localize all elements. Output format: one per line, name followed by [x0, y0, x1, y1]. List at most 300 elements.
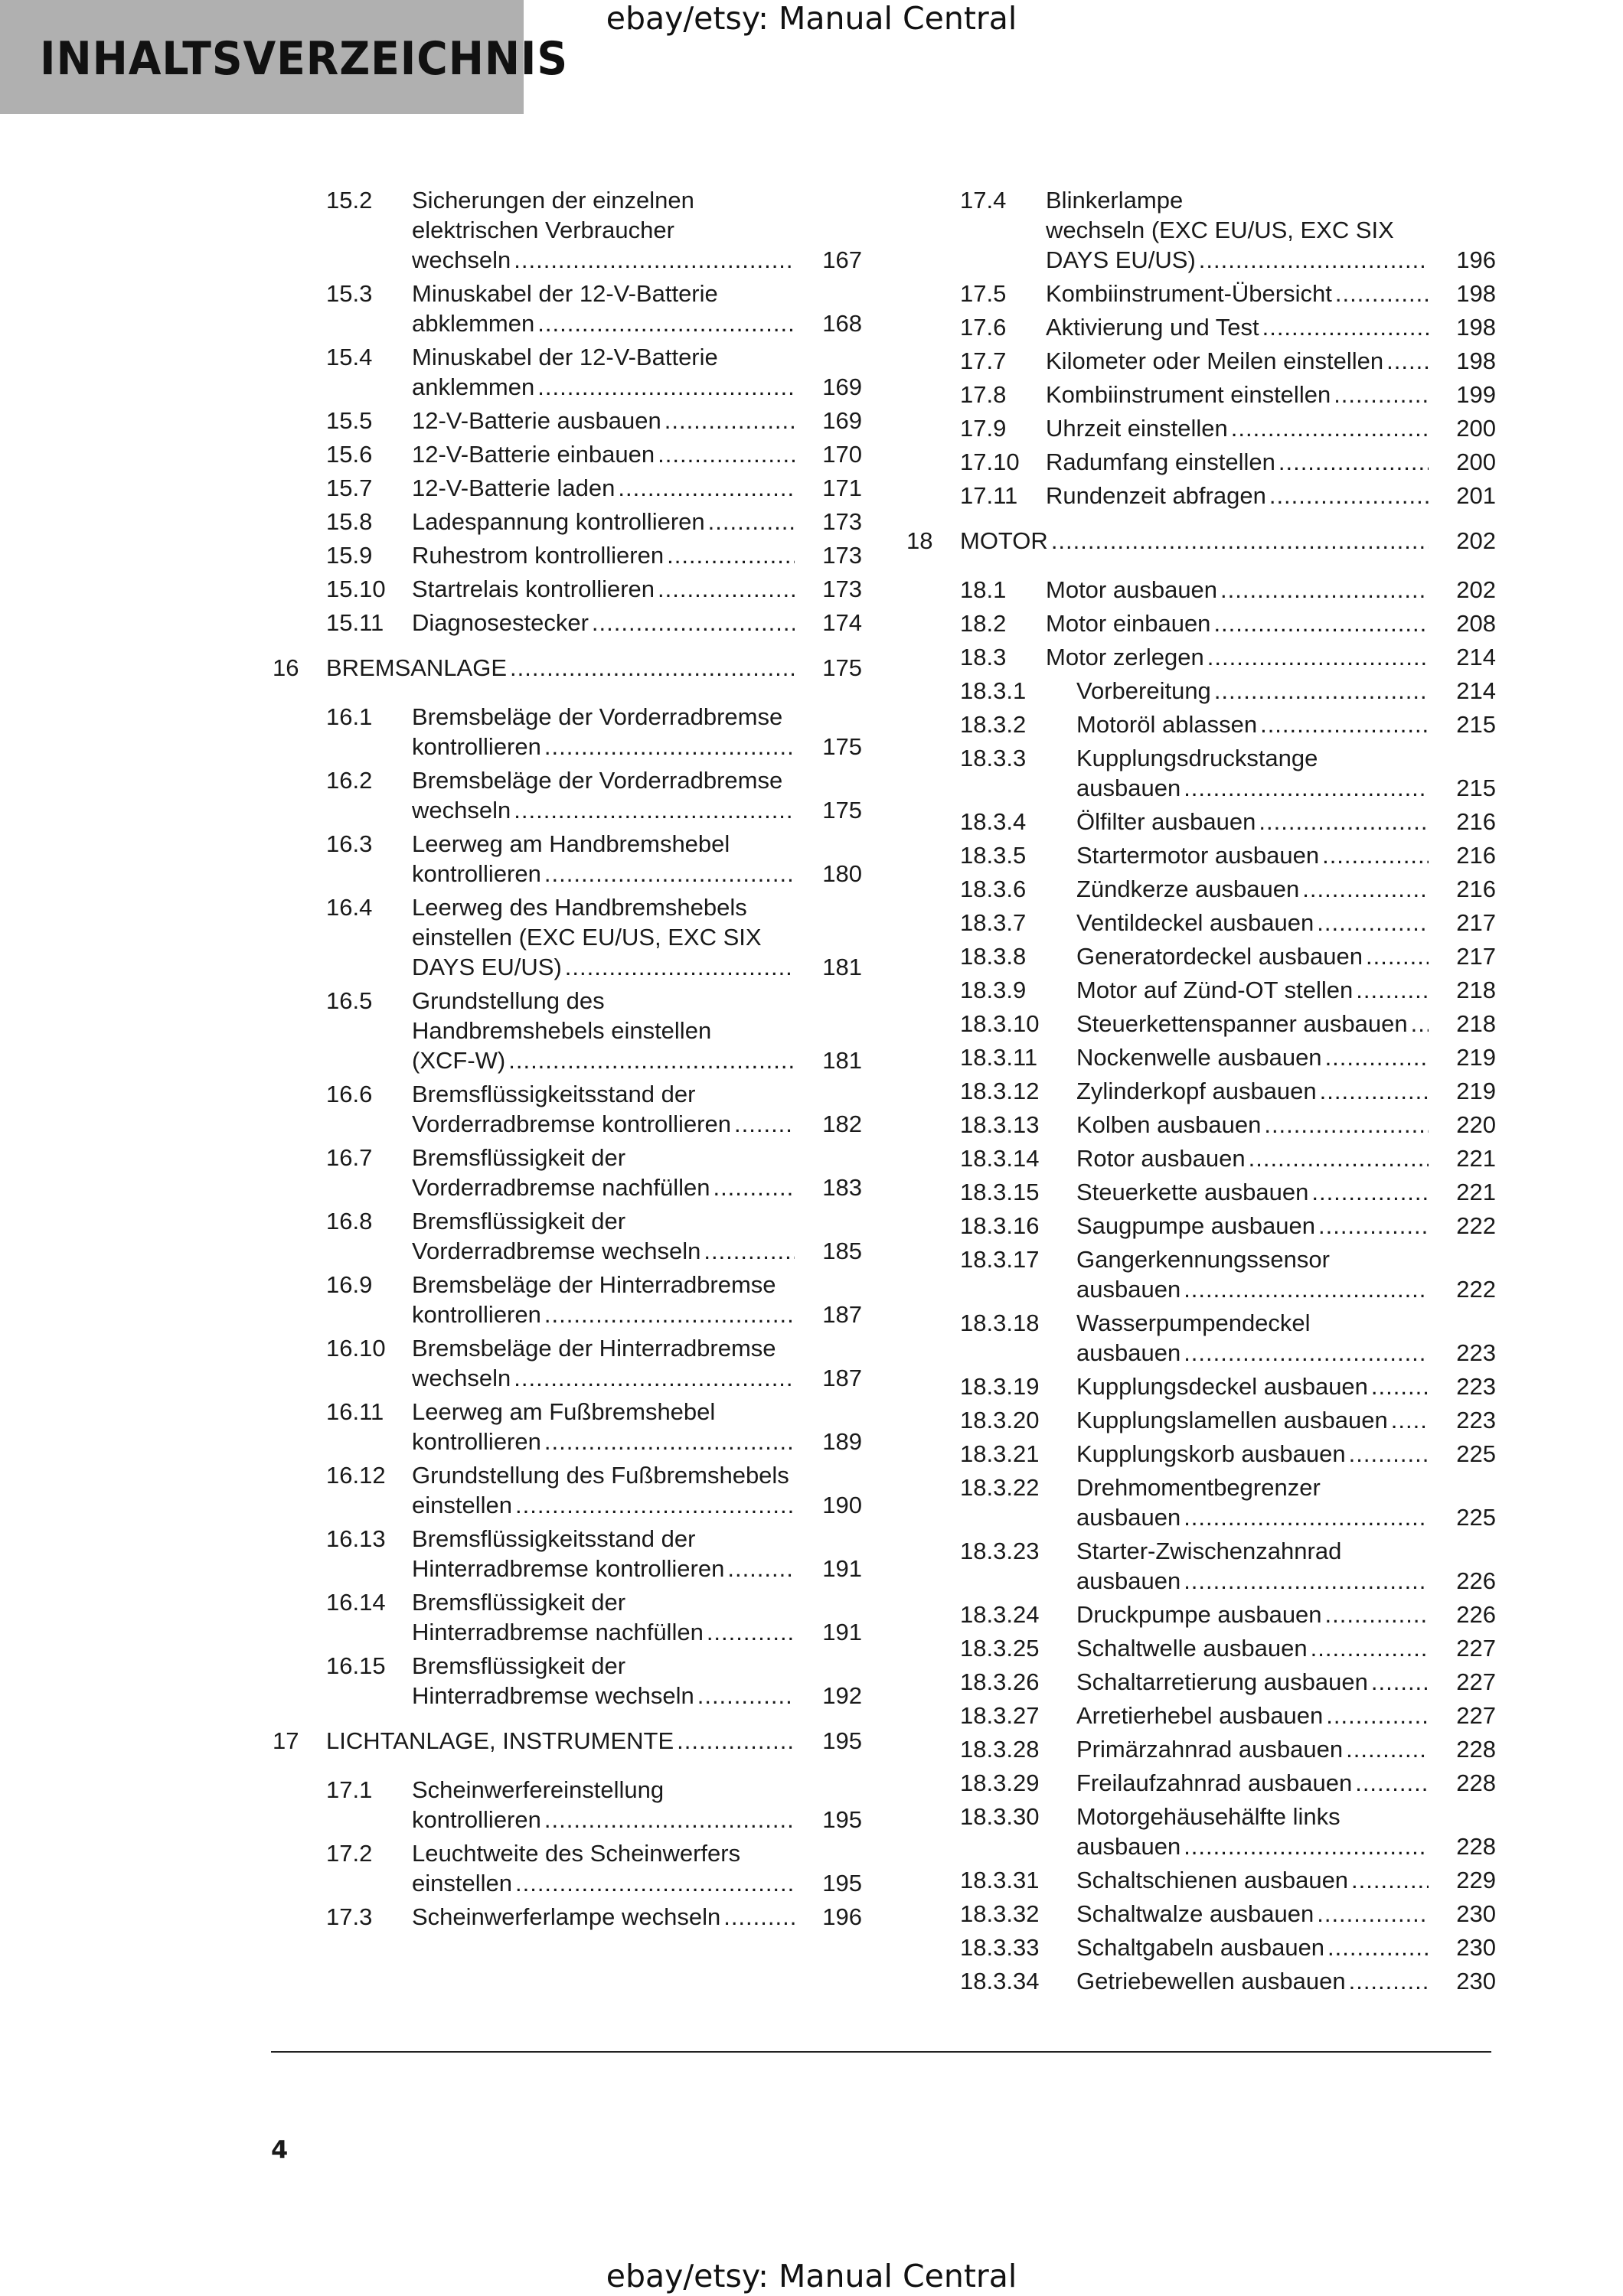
toc-entry[interactable] — [906, 1899, 1496, 1929]
toc-entry-number: 16.4 — [326, 894, 373, 921]
toc-entry[interactable] — [273, 1143, 862, 1202]
toc-entry-page: 230 — [1456, 1900, 1496, 1927]
toc-entry-number: 15.8 — [326, 508, 373, 535]
toc-entry[interactable] — [906, 908, 1496, 938]
toc-entry-title-line: einstellen (EXC EU/US, EXC SIX — [412, 924, 762, 951]
toc-entry-title-line: Motor einbauen — [1046, 610, 1211, 637]
dot-leader — [510, 653, 795, 683]
toc-entry[interactable] — [906, 1701, 1496, 1730]
toc-entry-title-line: ausbauen — [1076, 1833, 1181, 1860]
dot-leader — [592, 608, 795, 638]
toc-entry-page: 216 — [1456, 808, 1496, 835]
toc-entry[interactable] — [273, 1651, 862, 1711]
dot-leader — [1184, 1274, 1429, 1304]
toc-entry-title-line: Motor zerlegen — [1046, 644, 1204, 670]
toc-entry-page: 190 — [822, 1492, 862, 1518]
toc-entry[interactable] — [906, 1009, 1496, 1039]
dot-leader — [1259, 807, 1429, 837]
dot-leader — [1231, 413, 1429, 443]
toc-entry-page: 200 — [1456, 448, 1496, 475]
toc-entry-number: 17.3 — [326, 1903, 373, 1930]
toc-entry-number: 18.2 — [960, 610, 1007, 637]
toc-entry-page: 226 — [1456, 1567, 1496, 1594]
toc-entry[interactable] — [273, 279, 862, 338]
toc-entry[interactable] — [906, 1076, 1496, 1106]
toc-entry-title-line: Schaltgabeln ausbauen — [1076, 1934, 1325, 1961]
toc-entry-title-line: Schaltwelle ausbauen — [1076, 1635, 1308, 1662]
toc-entry[interactable] — [906, 642, 1496, 672]
dot-leader — [515, 1490, 795, 1520]
dot-leader — [1349, 1439, 1429, 1469]
dot-leader — [1411, 1009, 1429, 1039]
toc-entry-title-line: Hinterradbremse wechseln — [412, 1682, 694, 1709]
toc-entry[interactable] — [273, 1397, 862, 1456]
toc-entry[interactable] — [906, 1932, 1496, 1962]
toc-entry-page: 221 — [1456, 1145, 1496, 1172]
toc-entry-title-line: wechseln — [412, 797, 511, 823]
toc-entry-number: 18.3.22 — [960, 1474, 1040, 1501]
toc-entry-title-line: kontrollieren — [412, 1301, 541, 1328]
dot-leader — [1264, 1110, 1429, 1140]
toc-entry-page: 225 — [1456, 1504, 1496, 1531]
dot-leader — [514, 245, 795, 275]
dot-leader — [665, 406, 795, 435]
toc-entry[interactable] — [906, 185, 1496, 275]
toc-entry[interactable] — [273, 1270, 862, 1329]
toc-entry-number: 18.3.16 — [960, 1212, 1040, 1239]
toc-entry[interactable] — [906, 1865, 1496, 1895]
dot-leader — [1051, 526, 1429, 556]
toc-entry-number: 16.5 — [326, 987, 373, 1014]
toc-entry-page: 199 — [1456, 381, 1496, 408]
toc-entry-title-line: Starter-Zwischenzahnrad — [1076, 1538, 1342, 1564]
dot-leader — [1351, 1865, 1429, 1895]
toc-entry-title-line: anklemmen — [412, 373, 535, 400]
toc-entry-title-line: Kupplungskorb ausbauen — [1076, 1440, 1346, 1467]
dot-leader — [1184, 773, 1429, 803]
toc-entry-page: 216 — [1456, 842, 1496, 869]
dot-leader — [667, 540, 795, 570]
toc-entry[interactable] — [273, 1460, 862, 1520]
toc-entry-number: 17.5 — [960, 280, 1007, 307]
toc-entry-page: 218 — [1456, 1010, 1496, 1037]
toc-entry-page: 223 — [1456, 1373, 1496, 1400]
toc-entry-page: 201 — [1456, 482, 1496, 509]
toc-entry[interactable] — [906, 346, 1496, 376]
toc-entry-title-line: Schaltschienen ausbauen — [1076, 1867, 1349, 1893]
toc-entry-page: 228 — [1456, 1736, 1496, 1763]
toc-entry[interactable] — [906, 941, 1496, 971]
toc-entry-number: 18.3.20 — [960, 1407, 1040, 1433]
toc-entry-number: 18.3.11 — [960, 1044, 1038, 1071]
dot-leader — [1371, 1667, 1429, 1697]
toc-entry-page: 219 — [1456, 1078, 1496, 1104]
toc-entry-title-line: Kupplungslamellen ausbauen — [1076, 1407, 1388, 1433]
toc-entry-title-line: Rotor ausbauen — [1076, 1145, 1246, 1172]
toc-entry[interactable] — [906, 1308, 1496, 1368]
toc-entry-title-line: Blinkerlampe — [1046, 187, 1184, 214]
toc-entry[interactable] — [906, 807, 1496, 837]
toc-entry[interactable] — [273, 1206, 862, 1266]
toc-entry-page: 196 — [822, 1903, 862, 1930]
toc-entry-page: 173 — [822, 576, 862, 602]
toc-entry-page: 175 — [822, 733, 862, 760]
toc-entry-number: 17.4 — [960, 187, 1007, 214]
toc-entry-page: 173 — [822, 542, 862, 569]
toc-entry-page: 169 — [822, 407, 862, 434]
toc-entry[interactable] — [906, 1734, 1496, 1764]
toc-entry-number: 18.3.14 — [960, 1145, 1040, 1172]
toc-entry-title-line: Handbremshebels einstellen — [412, 1017, 712, 1044]
toc-entry[interactable] — [273, 986, 862, 1075]
toc-entry-number: 18.3.1 — [960, 677, 1027, 704]
dot-leader — [1371, 1371, 1429, 1401]
dot-leader — [1355, 1768, 1429, 1798]
page-title: INHALTSVERZEICHNIS — [40, 32, 569, 86]
dot-leader — [1349, 1966, 1429, 1996]
toc-entry[interactable] — [906, 575, 1496, 605]
dot-leader — [1249, 1143, 1429, 1173]
toc-entry[interactable] — [906, 1966, 1496, 1996]
dot-leader — [1220, 575, 1429, 605]
toc-entry-page: 208 — [1456, 610, 1496, 637]
toc-entry-page: 189 — [822, 1428, 862, 1455]
toc-entry-title-line: Saugpumpe ausbauen — [1076, 1212, 1315, 1239]
dot-leader — [1346, 1734, 1429, 1764]
toc-entry-number: 18.3.26 — [960, 1668, 1040, 1695]
toc-entry-title-line: kontrollieren — [412, 1428, 541, 1455]
toc-entry-number: 15.2 — [326, 187, 373, 214]
toc-entry[interactable] — [273, 540, 862, 570]
toc-entry[interactable] — [906, 1633, 1496, 1663]
toc-entry-number: 15.10 — [326, 576, 386, 602]
toc-entry[interactable] — [273, 406, 862, 435]
toc-entry-number: 18.3.21 — [960, 1440, 1040, 1467]
toc-entry[interactable] — [273, 702, 862, 762]
toc-entry-page: 215 — [1456, 711, 1496, 738]
dot-leader — [1269, 481, 1429, 510]
toc-entry-number: 18.3.32 — [960, 1900, 1040, 1927]
toc-entry-title-line: Hinterradbremse nachfüllen — [412, 1619, 704, 1645]
toc-entry[interactable] — [906, 279, 1496, 308]
dot-leader — [1213, 608, 1429, 638]
toc-entry[interactable] — [906, 1536, 1496, 1596]
toc-entry[interactable] — [906, 413, 1496, 443]
toc-entry-number: 16.1 — [326, 703, 373, 730]
toc-entry-title-line: Bremsflüssigkeitsstand der — [412, 1525, 696, 1552]
dot-leader — [1199, 245, 1429, 275]
dot-leader — [1356, 975, 1429, 1005]
toc-entry[interactable] — [906, 1110, 1496, 1140]
toc-entry-page: 228 — [1456, 1833, 1496, 1860]
toc-entry[interactable] — [906, 608, 1496, 638]
toc-entry-title-line: kontrollieren — [412, 860, 541, 887]
dot-leader — [1318, 1211, 1429, 1241]
toc-entry-title-line: Scheinwerfereinstellung — [412, 1776, 665, 1803]
toc-entry[interactable] — [906, 1042, 1496, 1072]
toc-entry-number: 17.8 — [960, 381, 1007, 408]
toc-entry-page: 168 — [822, 310, 862, 337]
toc-entry[interactable] — [906, 1244, 1496, 1304]
dot-leader — [544, 1427, 795, 1456]
toc-entry-title-line: LICHTANLAGE, INSTRUMENTE — [326, 1727, 674, 1754]
toc-entry-page: 198 — [1456, 314, 1496, 341]
toc-entry-title-line: abklemmen — [412, 310, 535, 337]
toc-entry-page: 170 — [822, 441, 862, 468]
dot-leader — [1317, 908, 1429, 938]
toc-entry[interactable] — [906, 709, 1496, 739]
toc-entry[interactable] — [273, 608, 862, 638]
toc-entry-title-line: Kolben ausbauen — [1076, 1111, 1262, 1138]
toc-entry[interactable] — [273, 342, 862, 402]
toc-entry-page: 175 — [822, 654, 862, 681]
toc-entry-page: 230 — [1456, 1934, 1496, 1961]
toc-entry-title-line: Wasserpumpendeckel — [1076, 1309, 1311, 1336]
dot-leader — [1278, 447, 1429, 477]
toc-entry-title-line: einstellen — [412, 1870, 512, 1896]
toc-entry-number: 18.3.29 — [960, 1769, 1040, 1796]
toc-entry[interactable] — [273, 1524, 862, 1583]
toc-entry-title-line: ausbauen — [1076, 775, 1181, 801]
toc-entry[interactable] — [906, 447, 1496, 477]
toc-entry-page: 174 — [822, 609, 862, 636]
toc-entry[interactable] — [906, 1439, 1496, 1469]
toc-entry[interactable] — [906, 676, 1496, 706]
toc-entry-page: 202 — [1456, 576, 1496, 603]
watermark-bottom: ebay/etsy: Manual Central — [606, 2258, 1017, 2294]
toc-entry-number: 15.7 — [326, 475, 373, 501]
toc-entry[interactable] — [273, 507, 862, 536]
toc-entry-page: 227 — [1456, 1635, 1496, 1662]
toc-entry-page: 221 — [1456, 1179, 1496, 1205]
toc-entry[interactable] — [273, 185, 862, 275]
toc-entry[interactable] — [273, 473, 862, 503]
toc-entry[interactable] — [906, 1473, 1496, 1532]
toc-entry-title-line: Motor auf Zünd-OT stellen — [1076, 977, 1354, 1003]
toc-entry[interactable] — [906, 1768, 1496, 1798]
dot-leader — [514, 1363, 795, 1393]
toc-entry-title-line: Kilometer oder Meilen einstellen — [1046, 347, 1384, 374]
toc-entry[interactable] — [273, 574, 862, 604]
header-banner — [0, 0, 569, 114]
toc-entry-number: 18 — [906, 527, 933, 554]
toc-entry-title-line: ausbauen — [1076, 1504, 1181, 1531]
toc-entry[interactable] — [906, 840, 1496, 870]
toc-entry[interactable] — [273, 1902, 862, 1932]
toc-entry[interactable] — [273, 829, 862, 889]
toc-entry-page: 185 — [822, 1238, 862, 1264]
dot-leader — [618, 473, 795, 503]
toc-entry-page: 175 — [822, 797, 862, 823]
toc-entry-page: 191 — [822, 1619, 862, 1645]
toc-entry[interactable] — [273, 1726, 862, 1756]
toc-entry-title-line: wechseln (EXC EU/US, EXC SIX — [1046, 217, 1394, 243]
toc-entry-title-line: ausbauen — [1076, 1276, 1181, 1303]
toc-entry-number: 18.3.5 — [960, 842, 1027, 869]
toc-entry-title-line: Diagnosestecker — [412, 609, 589, 636]
toc-entry-title-line: Grundstellung des Fußbremshebels — [412, 1462, 789, 1489]
toc-entry[interactable] — [906, 1600, 1496, 1629]
toc-entry-title-line: Steuerkette ausbauen — [1076, 1179, 1309, 1205]
toc-entry-number: 18.3.31 — [960, 1867, 1040, 1893]
toc-entry-page: 187 — [822, 1301, 862, 1328]
toc-entry-title-line: Primärzahnrad ausbauen — [1076, 1736, 1344, 1763]
dot-leader — [1260, 709, 1429, 739]
dot-leader — [1334, 380, 1429, 409]
toc-entry[interactable] — [906, 1143, 1496, 1173]
toc-entry-page: 218 — [1456, 977, 1496, 1003]
toc-entry-number: 15.5 — [326, 407, 373, 434]
toc-entry-number: 16.12 — [326, 1462, 386, 1489]
toc-entry[interactable] — [906, 1371, 1496, 1401]
toc-entry-number: 16.14 — [326, 1589, 386, 1616]
toc-entry-title-line: Arretierhebel ausbauen — [1076, 1702, 1324, 1729]
toc-entry-page: 226 — [1456, 1601, 1496, 1628]
toc-entry[interactable] — [906, 1211, 1496, 1241]
toc-entry-number: 16.10 — [326, 1335, 386, 1362]
toc-entry-title-line: Ruhestrom kontrollieren — [412, 542, 665, 569]
dot-leader — [727, 1554, 795, 1583]
toc-entry-title-line: Bremsbeläge der Vorderradbremse — [412, 703, 783, 730]
toc-entry-title-line: Rundenzeit abfragen — [1046, 482, 1266, 509]
toc-entry-number: 16.6 — [326, 1081, 373, 1107]
dot-leader — [734, 1109, 795, 1139]
toc-entry[interactable] — [906, 975, 1496, 1005]
toc-entry-page: 227 — [1456, 1702, 1496, 1729]
toc-entry-title-line: Minuskabel der 12-V-Batterie — [412, 344, 718, 370]
dot-leader — [704, 1236, 795, 1266]
toc-entry-title-line: Ölfilter ausbauen — [1076, 808, 1256, 835]
toc-entry-page: 228 — [1456, 1769, 1496, 1796]
dot-leader — [1327, 1932, 1429, 1962]
toc-entry-number: 15.9 — [326, 542, 373, 569]
dot-leader — [1302, 874, 1429, 904]
toc-entry-title-line: Getriebewellen ausbauen — [1076, 1968, 1346, 1994]
toc-entry-number: 17.6 — [960, 314, 1007, 341]
toc-entry-title-line: Vorbereitung — [1076, 677, 1211, 704]
toc-entry-number: 16.15 — [326, 1652, 386, 1679]
toc-entry-page: 214 — [1456, 677, 1496, 704]
toc-entry-page: 225 — [1456, 1440, 1496, 1467]
toc-entry-title-line: Ladespannung kontrollieren — [412, 508, 705, 535]
toc-entry-number: 18.3.2 — [960, 711, 1027, 738]
dot-leader — [537, 308, 795, 338]
toc-entry-number: 16.11 — [326, 1398, 384, 1425]
toc-entry-page: 195 — [822, 1870, 862, 1896]
toc-entry-page: 198 — [1456, 347, 1496, 374]
toc-entry-title-line: (XCF-W) — [412, 1047, 506, 1074]
toc-entry[interactable] — [273, 1587, 862, 1647]
toc-entry-number: 17.10 — [960, 448, 1020, 475]
toc-entry[interactable] — [906, 312, 1496, 342]
toc-entry-number: 18.3.18 — [960, 1309, 1040, 1336]
toc-entry[interactable] — [906, 1177, 1496, 1207]
toc-entry-title-line: Zylinderkopf ausbauen — [1076, 1078, 1317, 1104]
toc-entry-title-line: Bremsbeläge der Hinterradbremse — [412, 1271, 776, 1298]
toc-entry[interactable] — [906, 1405, 1496, 1435]
toc-entry-page: 214 — [1456, 644, 1496, 670]
toc-entry-title-line: Bremsbeläge der Vorderradbremse — [412, 767, 783, 794]
toc-entry-page: 195 — [822, 1806, 862, 1833]
toc-entry[interactable] — [906, 526, 1496, 556]
toc-entry[interactable] — [273, 1079, 862, 1139]
dot-leader — [544, 732, 795, 762]
toc-entry[interactable] — [273, 1775, 862, 1835]
dot-leader — [544, 1805, 795, 1835]
toc-entry-title-line: Steuerkettenspanner ausbauen — [1076, 1010, 1408, 1037]
toc-entry-number: 17.7 — [960, 347, 1007, 374]
toc-entry-number: 18.3 — [960, 644, 1007, 670]
toc-entry-page: 173 — [822, 508, 862, 535]
toc-entry[interactable] — [906, 743, 1496, 803]
toc-entry-title-line: Grundstellung des — [412, 987, 605, 1014]
toc-entry-page: 216 — [1456, 876, 1496, 902]
toc-entry-number: 17.1 — [326, 1776, 373, 1803]
toc-entry-number: 18.3.30 — [960, 1803, 1040, 1830]
toc-entry[interactable] — [273, 439, 862, 469]
toc-entry-title-line: Zündkerze ausbauen — [1076, 876, 1300, 902]
toc-entry[interactable] — [906, 874, 1496, 904]
toc-entry-title-line: Bremsflüssigkeitsstand der — [412, 1081, 696, 1107]
toc-entry[interactable] — [273, 765, 862, 825]
toc-entry-page: 181 — [822, 954, 862, 980]
toc-entry[interactable] — [906, 1667, 1496, 1697]
dot-leader — [1311, 1177, 1429, 1207]
toc-entry-title-line: Motoröl ablassen — [1076, 711, 1258, 738]
toc-entry-number: 16 — [273, 654, 299, 681]
toc-entry-title-line: Kupplungsdeckel ausbauen — [1076, 1373, 1368, 1400]
toc-entry[interactable] — [906, 481, 1496, 510]
toc-entry-title-line: Bremsbeläge der Hinterradbremse — [412, 1335, 776, 1362]
toc-entry-title-line: Scheinwerferlampe wechseln — [412, 1903, 721, 1930]
toc-entry[interactable] — [906, 380, 1496, 409]
toc-entry[interactable] — [273, 1333, 862, 1393]
toc-entry-page: 171 — [822, 475, 862, 501]
toc-entry-title-line: 12-V-Batterie einbauen — [412, 441, 655, 468]
toc-entry-title-line: Leuchtweite des Scheinwerfers — [412, 1840, 741, 1867]
toc-entry-title-line: MOTOR — [960, 527, 1048, 554]
toc-entry-page: 202 — [1456, 527, 1496, 554]
dot-leader — [1262, 312, 1429, 342]
toc-column-left — [273, 185, 862, 1936]
dot-leader — [544, 1300, 795, 1329]
toc-entry[interactable] — [273, 892, 862, 982]
toc-entry-page: 230 — [1456, 1968, 1496, 1994]
toc-entry-title-line: DAYS EU/US) — [1046, 246, 1196, 273]
toc-entry-number: 18.3.9 — [960, 977, 1027, 1003]
toc-entry-title-line: DAYS EU/US) — [412, 954, 562, 980]
toc-entry-page: 220 — [1456, 1111, 1496, 1138]
toc-entry-title-line: Schaltwalze ausbauen — [1076, 1900, 1314, 1927]
toc-entry-number: 18.3.25 — [960, 1635, 1040, 1662]
toc-entry[interactable] — [906, 1802, 1496, 1861]
toc-entry-number: 18.3.3 — [960, 745, 1027, 771]
toc-entry[interactable] — [273, 1838, 862, 1898]
toc-entry-number: 18.3.15 — [960, 1179, 1040, 1205]
toc-entry-page: 223 — [1456, 1407, 1496, 1433]
toc-entry-title-line: Freilaufzahnrad ausbauen — [1076, 1769, 1353, 1796]
toc-entry[interactable] — [273, 653, 862, 683]
toc-entry-number: 18.3.12 — [960, 1078, 1040, 1104]
page-number: 4 — [271, 2135, 289, 2164]
toc-entry-number: 18.3.28 — [960, 1736, 1040, 1763]
toc-entry-page: 229 — [1456, 1867, 1496, 1893]
dot-leader — [707, 1617, 795, 1647]
toc-entry-number: 16.2 — [326, 767, 373, 794]
dot-leader — [1207, 642, 1429, 672]
dot-leader — [1184, 1566, 1429, 1596]
toc-entry-title-line: einstellen — [412, 1492, 512, 1518]
